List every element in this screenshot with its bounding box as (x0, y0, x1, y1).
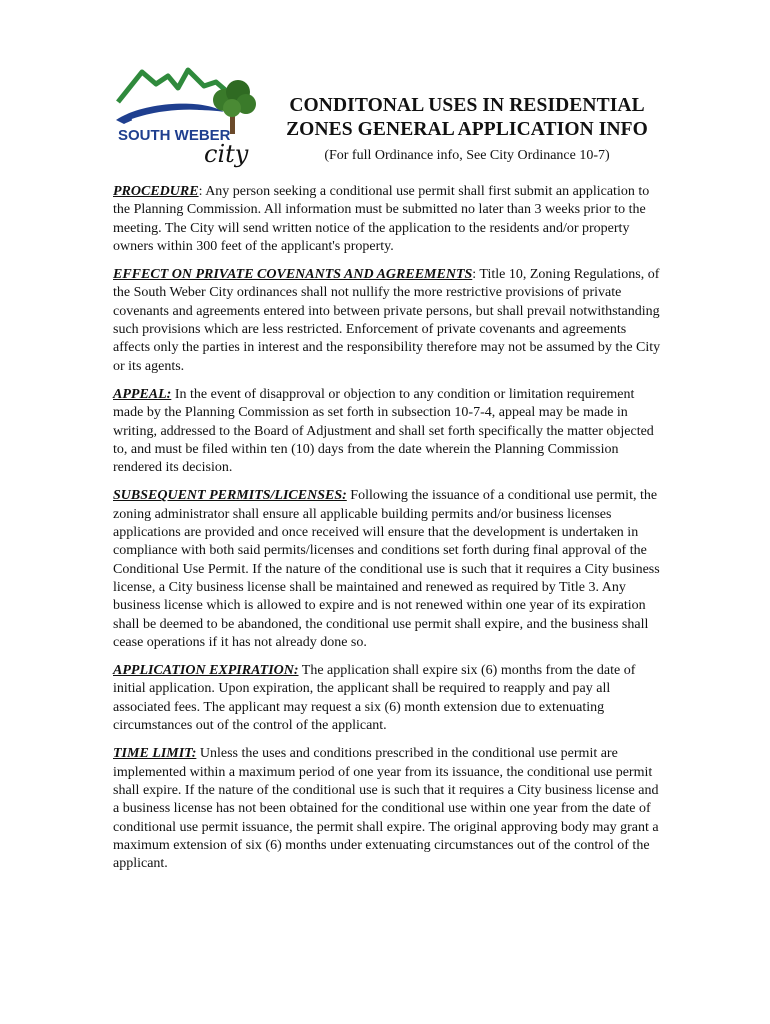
document-header (272, 94, 662, 164)
section-time-limit (113, 745, 661, 873)
page-title (272, 94, 662, 142)
section-application-expiration (113, 662, 661, 735)
section-text: The application shall expire six (6) months from the date of initial application. Upon expiration, the applicant shall be required to reapply and pay all associated fees. The applicant may request a six (6) month extension due to extenuating circumstances out of the control of the applicant. (113, 663, 636, 734)
section-private-covenants (113, 266, 661, 376)
title-line-2: ZONES GENERAL APPLICATION INFO (286, 119, 648, 140)
section-subsequent-permits (113, 487, 661, 652)
section-text: In the event of disapproval or objection to any condition or limitation requirement made by the Planning Commission as set forth in subsection 10-7-4, appeal may be made in writing, addressed to the Board of Adjustment and shall set forth specifically the matter objected to, and must be filed within ten (10) days from the date wherein the Planning Commission rendered its decision. (113, 386, 654, 476)
section-heading: PROCEDURE (113, 184, 199, 199)
logo-text-south-weber: SOUTH WEBER (118, 127, 231, 144)
section-text: Following the issuance of a conditional use permit, the zoning administrator shall ensure all applicable building permits and/or business licenses applications are provided and once received will ensure that the development is undertaken in compliance with both said permits/licenses and conditions set forth during final approval of the Conditional Use Permit. If the nature of the conditional use is such that it requires a City business license, a City business license shall be maintained and renewed as required by Title 3. Any business license which is allowed to expire and is not renewed within one year of its expiration shall be deemed to be abandoned, the conditional use permit shall expire, and the business shall cease operations if it has not already done so. (113, 488, 660, 650)
section-heading: SUBSEQUENT PERMITS/LICENSES: (113, 488, 347, 504)
mountain-outline-icon (118, 70, 230, 102)
section-heading: TIME LIMIT: (113, 746, 197, 762)
city-logo (112, 62, 264, 172)
section-heading: APPEAL: (113, 386, 172, 402)
section-separator: : (472, 267, 477, 283)
document-body (113, 183, 661, 883)
water-swoosh-icon (116, 104, 224, 124)
section-heading: APPLICATION EXPIRATION: (113, 663, 299, 679)
section-text: Any person seeking a conditional use permit shall first submit an application to the Planning Commission. All information must be submitted no later than 3 weeks prior to the meeting. The City will send written notice of the application to the residents and/or property owners within 300 feet of the applicant's property. (113, 184, 650, 254)
title-line-1: CONDITONAL USES IN RESIDENTIAL (289, 95, 645, 116)
section-procedure (113, 183, 661, 256)
section-text: Title 10, Zoning Regulations, of the South Weber City ordinances shall not nullify the more restrictive provisions of private covenants and agreements entered into between private persons, but shall prevail notwithstanding such provisions which are less restricted. Enforcement of private covenants and agreements affects only the parties in interest and the responsibility therefore may not be assumed by the City or its agents. (113, 267, 661, 374)
section-appeal (113, 386, 661, 477)
section-text: Unless the uses and conditions prescribed in the conditional use permit are implemented within a maximum period of one year from its issuance, the conditional use permit shall expire. If the nature of the conditional use is such that it requires a City business license and a business license has not been obtained for the conditional use within one year from the date of conditional use permit issuance, the permit shall expire. The original approving body may grant a maximum extension of six (6) months under extenuating circumstances out of the control of the applicant. (113, 746, 659, 872)
section-heading: EFFECT ON PRIVATE COVENANTS AND AGREEMENTS (113, 267, 473, 283)
logo-text-city: city (204, 140, 249, 168)
subtitle: (For full Ordinance info, See City Ordinance 10-7) (324, 148, 610, 163)
section-separator: : (198, 184, 203, 199)
